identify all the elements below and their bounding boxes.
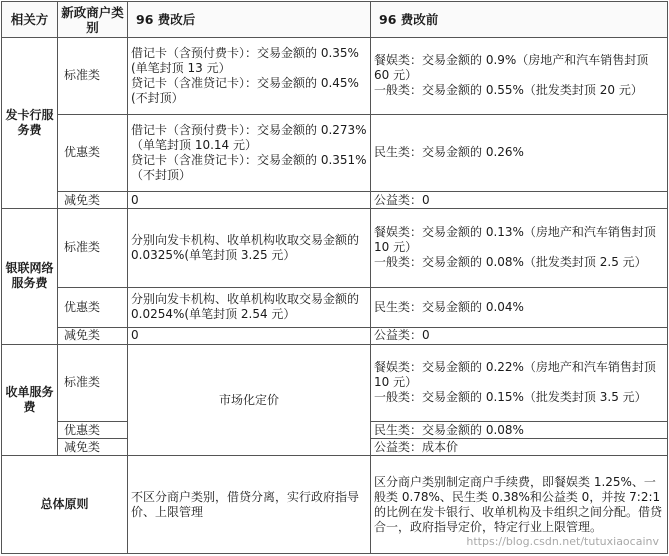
merchant-class-label: 减免类 [58, 192, 128, 209]
merchant-class-label: 标准类 [58, 209, 128, 287]
merchant-class-label: 优惠类 [58, 114, 128, 191]
before-cell [371, 209, 668, 287]
table-row [2, 327, 668, 344]
before-cell: 公益类：0 [371, 327, 668, 344]
before-line: 一般类：交易金额的 0.15%（批发类封顶 3.5 元） [374, 390, 647, 405]
table-row [2, 287, 668, 327]
after-line: 借记卡（含预付费卡）：交易金额的 0.273%（单笔封顶 10.14 元） [131, 122, 367, 152]
after-line: 贷记卡（含准贷记卡）：交易金额的 0.351%（不封顶） [131, 152, 367, 182]
merchant-class-label: 减免类 [58, 439, 128, 456]
before-cell: 民生类：交易金额的 0.26% [371, 114, 668, 191]
principle-after: 不区分商户类别，借贷分离，实行政府指导价、上限管理 [128, 456, 371, 554]
table-row [2, 114, 668, 191]
merchant-class-label: 优惠类 [58, 287, 128, 327]
table-row [2, 38, 668, 114]
after-merged-cell: 市场化定价 [128, 344, 371, 456]
before-line: 餐娱类：交易金额的 0.13%（房地产和汽车销售封顶 10 元） [374, 225, 656, 255]
after-line: 借记卡（含预付费卡）：交易金额的 0.35%(单笔封顶 13 元） [131, 45, 359, 75]
merchant-class-label: 标准类 [58, 38, 128, 114]
after-cell: 0 [128, 192, 371, 209]
before-cell: 公益类：0 [371, 192, 668, 209]
table-row [2, 209, 668, 287]
before-line: 一般类：交易金额的 0.08%（批发类封顶 2.5 元） [374, 255, 647, 270]
after-cell: 分别向发卡机构、收单机构收取交易金额的 0.0325%(单笔封顶 3.25 元） [128, 209, 371, 287]
party-acquirer-fee: 收单服务费 [2, 344, 58, 456]
after-cell: 0 [128, 327, 371, 344]
fee-comparison-table [1, 1, 668, 554]
before-cell: 民生类：交易金额的 0.08% [371, 422, 668, 439]
before-cell [371, 38, 668, 114]
before-line: 一般类：交易金额的 0.55%（批发类封顶 20 元） [374, 83, 643, 98]
header-row [2, 2, 668, 38]
after-cell [128, 38, 371, 114]
party-unionpay-fee: 银联网络服务费 [2, 209, 58, 345]
watermark: https://blog.csdn.net/tutuxiaocainv [466, 535, 659, 548]
header-before: 96 费改前 [371, 2, 668, 38]
principle-label: 总体原则 [2, 456, 128, 554]
header-merchant-class: 新政商户类别 [58, 2, 128, 38]
header-after: 96 费改后 [128, 2, 371, 38]
merchant-class-label: 优惠类 [58, 422, 128, 439]
principle-before: 区分商户类别制定商户手续费，即餐娱类 1.25%、一般类 0.78%、民生类 0.38%和公益类 0，并按 7:2:1 的比例在发卡银行、收单机构及卡组织之间分配。借贷合一，政府指导定价，特定行业上限管理。 [371, 456, 668, 554]
table-row [2, 344, 668, 421]
header-party: 相关方 [2, 2, 58, 38]
before-line: 餐娱类：交易金额的 0.22%（房地产和汽车销售封顶 10 元） [374, 360, 656, 390]
merchant-class-label: 减免类 [58, 327, 128, 344]
after-line: 贷记卡（含准贷记卡）：交易金额的 0.45%(不封顶） [131, 75, 359, 105]
before-cell [371, 344, 668, 421]
before-line: 餐娱类：交易金额的 0.9%（房地产和汽车销售封顶 60 元） [374, 53, 649, 83]
after-cell [128, 114, 371, 191]
merchant-class-label: 标准类 [58, 344, 128, 421]
before-cell: 公益类：成本价 [371, 439, 668, 456]
before-cell: 民生类：交易金额的 0.04% [371, 287, 668, 327]
after-cell: 分别向发卡机构、收单机构收取交易金额的 0.0254%(单笔封顶 2.54 元） [128, 287, 371, 327]
table-row [2, 192, 668, 209]
party-issuer-fee: 发卡行服务费 [2, 38, 58, 209]
